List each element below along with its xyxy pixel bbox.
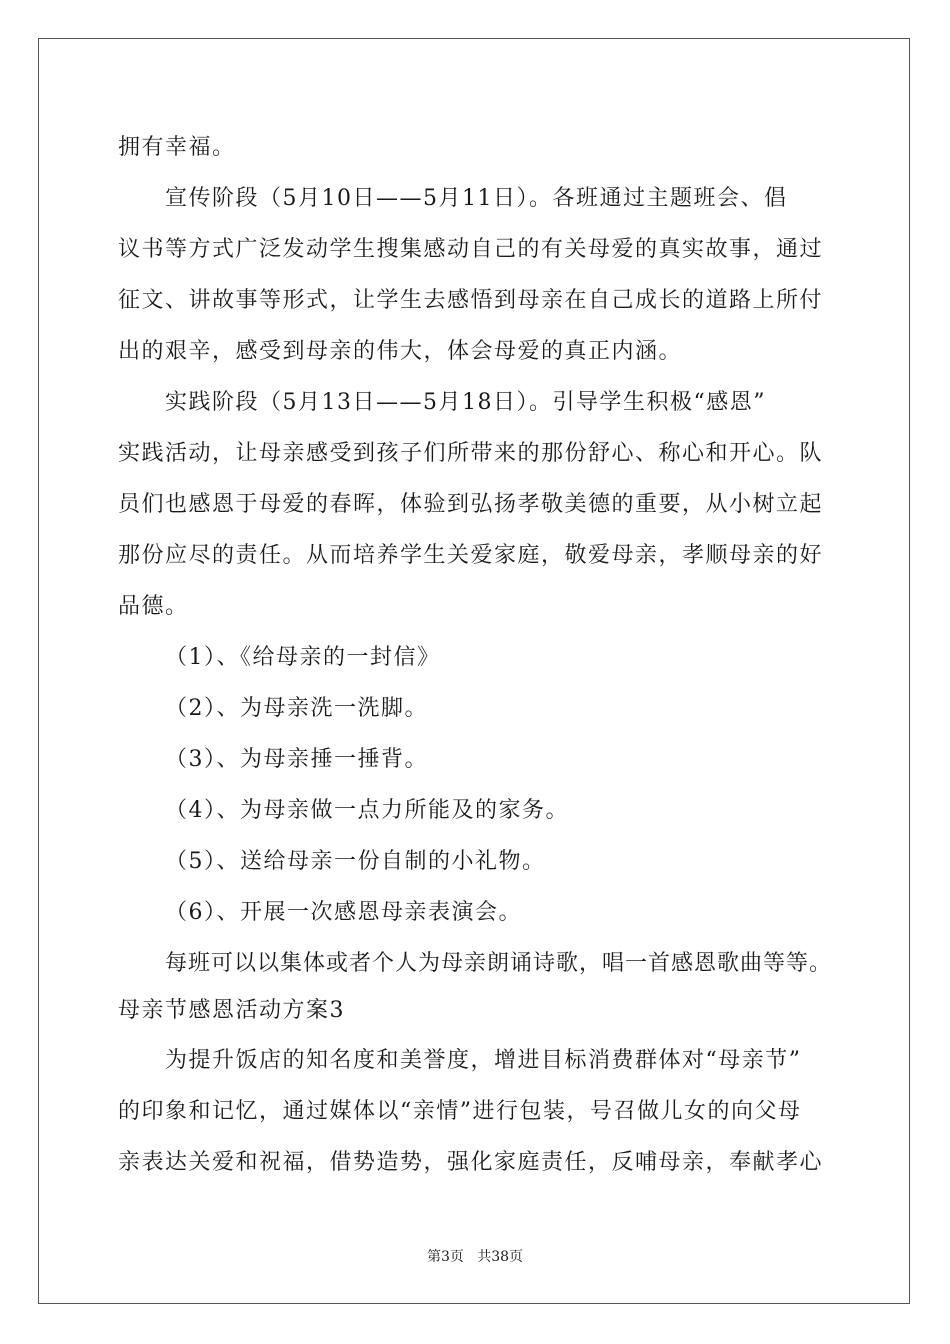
paragraph-line: 那份应尽的责任。从而培养学生关爱家庭，敬爱母亲，孝顺母亲的好 xyxy=(118,543,824,568)
paragraph-line: 出的艰辛，感受到母亲的伟大，体会母爱的真正内涵。 xyxy=(118,339,683,364)
paragraph-line: 征文、讲故事等形式，让学生去感悟到母亲在自己成长的道路上所付 xyxy=(118,288,824,313)
list-item: （6）、开展一次感恩母亲表演会。 xyxy=(165,900,522,925)
paragraph-line: 实践阶段（5月13日——5月18日）。引导学生积极“感恩” xyxy=(165,390,766,415)
paragraph-line: 议书等方式广泛发动学生搜集感动自己的有关母爱的真实故事，通过 xyxy=(118,237,824,262)
page-number: 第3页 共38页 xyxy=(426,1249,524,1265)
paragraph-line: 宣传阶段（5月10日——5月11日）。各班通过主题班会、倡 xyxy=(165,186,788,211)
paragraph-line: 实践活动，让母亲感受到孩子们所带来的那份舒心、称心和开心。队 xyxy=(118,441,824,466)
list-item: （5）、送给母亲一份自制的小礼物。 xyxy=(165,849,546,874)
paragraph-line: 拥有幸福。 xyxy=(118,135,236,160)
paragraph-line: 品德。 xyxy=(118,594,189,619)
list-item: （4）、为母亲做一点力所能及的家务。 xyxy=(165,798,569,823)
list-item: （2）、为母亲洗一洗脚。 xyxy=(165,696,428,721)
paragraph-line: 亲表达关爱和祝福，借势造势，强化家庭责任，反哺母亲，奉献孝心 xyxy=(118,1150,824,1175)
paragraph-line: 每班可以以集体或者个人为母亲朗诵诗歌，唱一首感恩歌曲等等。 xyxy=(165,951,833,976)
list-item: （3）、为母亲捶一捶背。 xyxy=(165,747,428,772)
list-item: （1）、《给母亲的一封信》 xyxy=(165,645,441,670)
section-heading: 母亲节感恩活动方案3 xyxy=(118,998,345,1023)
paragraph-line: 的印象和记忆，通过媒体以“亲情”进行包装，号召做儿女的向父母 xyxy=(118,1099,802,1124)
paragraph-line: 员们也感恩于母爱的春晖，体验到弘扬孝敬美德的重要，从小树立起 xyxy=(118,492,824,517)
paragraph-line: 为提升饭店的知名度和美誉度，增进目标消费群体对“母亲节” xyxy=(165,1048,802,1073)
